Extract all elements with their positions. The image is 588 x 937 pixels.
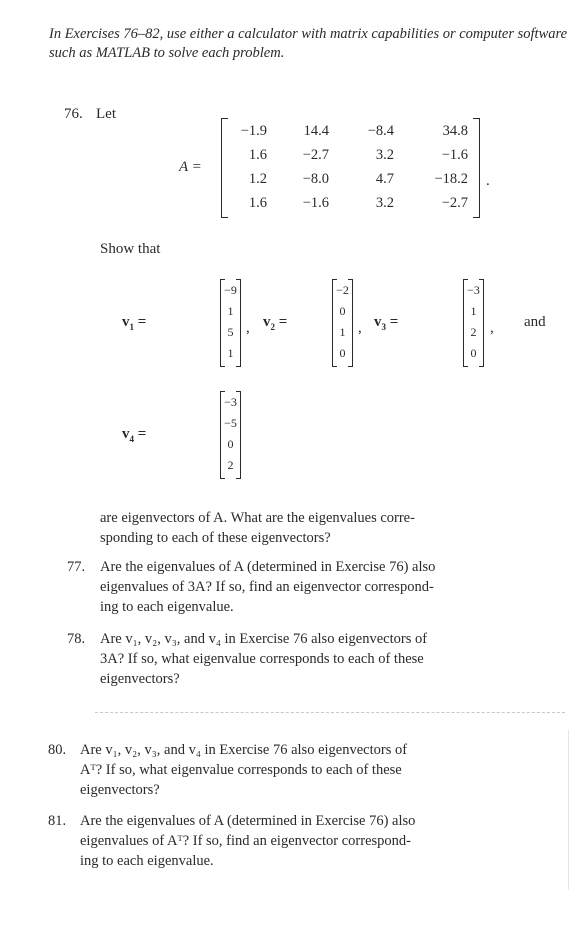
vector-entry: 0 (339, 304, 346, 318)
vector-v3-label: $v_3$ = (374, 314, 399, 332)
exercise-81-line: ing to each eigenvalue. (80, 853, 214, 869)
matrix-row (221, 147, 480, 167)
vector-v2-label: $v_2$ = (263, 314, 288, 332)
matrix-cell: −1.6 (302, 195, 329, 211)
matrix-cell: 1.6 (248, 195, 267, 211)
vector-entry: −5 (224, 416, 237, 430)
matrix-cell: 14.4 (303, 123, 329, 139)
exercise-80-number: 80. (48, 742, 67, 758)
matrix-cell: 1.6 (248, 147, 267, 163)
matrix-cell: −2.7 (441, 195, 468, 211)
vector-entry: −9 (224, 283, 237, 297)
vector-entry: −3 (467, 283, 480, 297)
matrix-cell: 1.2 (248, 171, 267, 187)
exercise-81-line: Are the eigenvalues of A (determined in Exercise 76) also (80, 813, 416, 829)
vector-entry: 5 (227, 325, 234, 339)
exercise-78-line: 3A? If so, what eigenvalue corresponds to each of these (100, 651, 424, 667)
vector-entry: 1 (227, 346, 234, 360)
vector-v1-label: $v_1$ = (122, 314, 147, 332)
page-edge (568, 730, 569, 890)
exercise-80-line: eigenvectors? (80, 782, 160, 798)
exercise-76-question-line: are eigenvectors of A. What are the eigenvalues corre- (100, 510, 415, 526)
exercise-instructions: In Exercises 76–82, use either a calculator with matrix capabilities or computer software such as MATLAB to solve each problem. (49, 26, 568, 61)
exercise-80-line: Aᵀ? If so, what eigenvalue corresponds to each of these (80, 762, 402, 778)
matrix-period: . (486, 173, 490, 189)
exercise-78-number: 78. (67, 631, 86, 647)
exercise-76-number: 76. (64, 106, 83, 122)
crop-divider (95, 712, 565, 714)
matrix-cell: 3.2 (375, 147, 394, 163)
vector-entry: 2 (227, 458, 234, 472)
matrix-cell: −8.4 (367, 123, 394, 139)
vector-entry: 0 (470, 346, 477, 360)
vector-entry: 1 (470, 304, 477, 318)
matrix-cell: 34.8 (442, 123, 468, 139)
matrix-label: A = (179, 159, 202, 175)
vector-v1 (220, 279, 241, 367)
vector-entry: 1 (227, 304, 234, 318)
matrix-cell: −1.6 (441, 147, 468, 163)
exercise-78-line: Are v₁, v₂, v₃, and v₄ in Exercise 76 also eigenvectors of (100, 631, 428, 647)
vector-entry: −3 (224, 395, 237, 409)
comma: , (358, 320, 362, 336)
comma: , (490, 320, 494, 336)
matrix-cell: −2.7 (302, 147, 329, 163)
vector-entry: 2 (470, 325, 477, 339)
matrix-cell: −8.0 (302, 171, 329, 187)
exercise-80-line: Are v₁, v₂, v₃, and v₄ in Exercise 76 also eigenvectors of (80, 742, 408, 758)
let-label: Let (96, 106, 116, 122)
vector-v4-label: $v_4$ = (122, 426, 147, 444)
exercise-81-number: 81. (48, 813, 67, 829)
exercise-77-number: 77. (67, 559, 86, 575)
vector-entry: 0 (339, 346, 346, 360)
vector-entry: 1 (339, 325, 346, 339)
and-label: and (524, 314, 546, 330)
exercise-76-question-line: sponding to each of these eigenvectors? (100, 530, 331, 546)
vector-entry: 0 (227, 437, 234, 451)
matrix-row (221, 123, 480, 143)
matrix-a (221, 118, 480, 218)
show-that-label: Show that (100, 241, 161, 257)
matrix-cell: −1.9 (240, 123, 267, 139)
exercise-77-line: ing to each eigenvalue. (100, 599, 234, 615)
comma: , (246, 320, 250, 336)
vector-entry: −2 (336, 283, 349, 297)
vector-v2 (332, 279, 353, 367)
matrix-cell: −18.2 (434, 171, 468, 187)
matrix-row (221, 195, 480, 215)
vector-v4 (220, 391, 241, 479)
matrix-cell: 4.7 (375, 171, 394, 187)
exercise-77-line: eigenvalues of 3A? If so, find an eigenvector correspond- (100, 579, 434, 595)
exercise-81-line: eigenvalues of Aᵀ? If so, find an eigenvector correspond- (80, 833, 411, 849)
matrix-row (221, 171, 480, 191)
exercise-77-line: Are the eigenvalues of A (determined in Exercise 76) also (100, 559, 436, 575)
vector-v3 (463, 279, 484, 367)
matrix-cell: 3.2 (375, 195, 394, 211)
exercise-78-line: eigenvectors? (100, 671, 180, 687)
